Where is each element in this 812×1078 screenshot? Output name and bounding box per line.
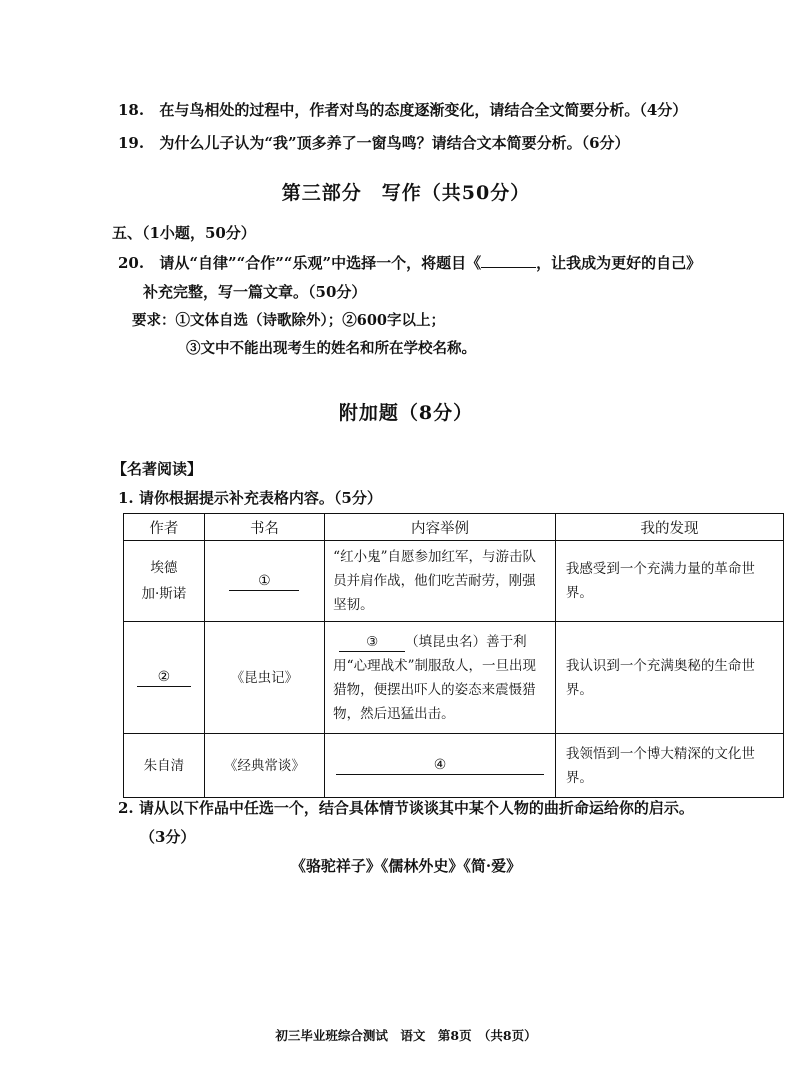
author-cell (124, 622, 205, 734)
author-name-line1: 埃德 (150, 560, 178, 576)
works-list: 《骆驼祥子》《儒林外史》《简·爱》 (290, 857, 522, 875)
extra-question-2-score: （3分） (140, 828, 196, 846)
question-number: 18. (118, 101, 145, 119)
table-row (124, 622, 784, 734)
question-20 (118, 252, 701, 273)
question-number: 20. (118, 254, 145, 272)
extra-question-1: 1. 请你根据提示补充表格内容。（5分） (118, 489, 382, 507)
requirements-line2: ③文中不能出现考生的姓名和所在学校名称。 (186, 340, 476, 357)
section-heading: 五、（1小题，50分） (112, 224, 256, 242)
requirements-line1: 要求：①文体自选（诗歌除外）；②600字以上； (132, 312, 446, 329)
author-cell: 朱自清 (124, 734, 205, 798)
table-row (124, 541, 784, 622)
book-cell: 《经典常谈》 (204, 734, 324, 798)
title-blank (481, 253, 536, 268)
column-header: 书名 (204, 514, 324, 541)
question-text-a: 请从“自律”“合作”“乐观”中选择一个，将题目《 (159, 254, 482, 272)
answer-blank-1[interactable]: ① (229, 572, 299, 591)
finding-cell: 我认识到一个充满奥秘的生命世界。 (555, 622, 783, 734)
page-footer: 初三毕业班综合测试 语文 第8页 （共8页） (275, 1028, 537, 1043)
part-title: 第三部分 写作（共50分） (281, 182, 531, 204)
answer-blank-3[interactable]: ③ (339, 633, 405, 652)
author-cell (124, 541, 205, 622)
question-text: 在与鸟相处的过程中，作者对鸟的态度逐渐变化，请结合全文简要分析。（4分） (159, 101, 688, 119)
question-text: 为什么儿子认为“我”顶多养了一窗鸟鸣？请结合文本简要分析。（6分） (159, 134, 630, 152)
table-row (124, 734, 784, 798)
extra-section: 【名著阅读】 (112, 460, 203, 478)
author-name-line2: 加·斯诺 (141, 586, 187, 602)
column-header: 内容举例 (325, 514, 556, 541)
content-text: （填昆虫名）善于利用“心理战术”制服敌人，一旦出现猎物，便摆出吓人的姿态来震慑猎物，然后迅猛出击。 (333, 633, 536, 722)
question-18 (118, 99, 687, 120)
answer-blank-2[interactable]: ② (137, 668, 191, 687)
content-cell: “红小鬼”自愿参加红军，与游击队员并肩作战，他们吃苦耐劳，刚强坚韧。 (325, 541, 556, 622)
question-number: 19. (118, 134, 145, 152)
question-19 (118, 132, 630, 153)
book-cell (204, 541, 324, 622)
table-header-row (124, 514, 784, 541)
book-cell: 《昆虫记》 (204, 622, 324, 734)
reading-table (123, 513, 784, 798)
finding-cell: 我领悟到一个博大精深的文化世界。 (555, 734, 783, 798)
question-text-b: ，让我成为更好的自己》 (536, 254, 702, 272)
extra-question-2: 2. 请从以下作品中任选一个，结合具体情节谈谈其中某个人物的曲折命运给你的启示。 (118, 799, 694, 817)
column-header: 作者 (124, 514, 205, 541)
question-20-line2: 补充完整，写一篇文章。（50分） (143, 283, 367, 301)
finding-cell: 我感受到一个充满力量的革命世界。 (555, 541, 783, 622)
column-header: 我的发现 (555, 514, 783, 541)
content-cell (325, 622, 556, 734)
content-cell (325, 734, 556, 798)
extra-title: 附加题（8分） (338, 402, 474, 424)
answer-blank-4[interactable]: ④ (336, 756, 544, 775)
